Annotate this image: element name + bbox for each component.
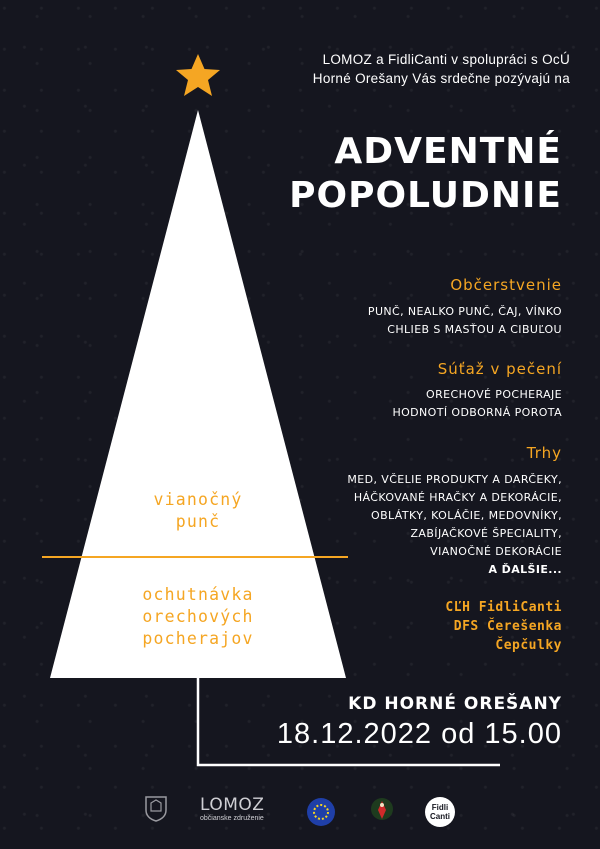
section-line: HODNOTÍ ODBORNÁ POROTA [392,406,562,419]
invitation-text [250,50,570,88]
venue: KD HORNÉ OREŠANY [348,694,562,714]
performers-list [445,598,562,655]
lomoz-logo-name: LOMOZ [200,795,265,815]
section-line: VIANOČNÉ DEKORÁCIE [430,545,562,558]
fidlicanti-logo [425,797,455,827]
section-body-market [347,471,562,579]
invitation-line: LOMOZ a FidliCanti v spolupráci s OcÚ [322,52,570,67]
section-line: OBLÁTKY, KOLÁČIE, MEDOVNÍKY, [371,509,562,522]
section-body-baking-contest [392,386,562,422]
tree-text-tasting [50,584,346,650]
performer: CĽH FidliCanti [445,600,562,615]
section-body-refreshments [368,303,562,339]
lomoz-logo-subtitle: občianske združenie [200,815,264,822]
section-heading-refreshments: Občerstvenie [450,276,562,294]
tree-text-line: pocherajov [142,629,254,648]
tree-text-line: ochutnávka [142,585,254,604]
tree-text-line: punč [175,512,221,531]
coat-of-arms-icon [145,796,167,822]
fidlicanti-logo-line: Canti [430,812,450,821]
folk-group-logo [370,797,394,837]
section-line-extra: A ĎALŠIE... [488,563,562,576]
section-line: CHLIEB S MASŤOU A CIBUĽOU [387,323,562,336]
section-line: HÁČKOVANÉ HRAČKY A DEKORÁCIE, [353,491,562,504]
section-heading-baking-contest: Súťaž v pečení [437,360,562,378]
star-icon [176,54,220,96]
eu-logo [307,798,335,826]
fidlicanti-logo-line: Fidli [431,803,449,812]
event-title [289,130,562,218]
title-line: POPOLUDNIE [289,175,562,216]
event-datetime: 18.12.2022 od 15.00 [276,718,562,750]
section-heading-market: Trhy [526,444,562,462]
section-line: ORECHOVÉ POCHERAJE [426,388,562,401]
title-line: ADVENTNÉ [334,131,562,172]
lomoz-logo [200,796,264,836]
section-line: PUNČ, NEALKO PUNČ, ČAJ, VÍNKO [367,305,562,318]
section-line: ZABÍJAČKOVÉ ŠPECIALITY, [410,527,562,540]
tree-text-line: orechových [142,607,254,626]
performer: Čepčulky [495,638,562,653]
section-line: MED, VČELIE PRODUKTY A DARČEKY, [347,473,562,486]
invitation-line: Horné Orešany Vás srdečne pozývajú na [312,71,570,86]
tree-text-line: vianočný [153,490,243,509]
eu-stars-icon [310,801,332,823]
tree-text-punch [50,489,346,533]
performer: DFS Čerešenka [453,619,562,634]
folk-figure-icon [370,797,394,825]
village-coat-of-arms-logo [145,796,167,836]
